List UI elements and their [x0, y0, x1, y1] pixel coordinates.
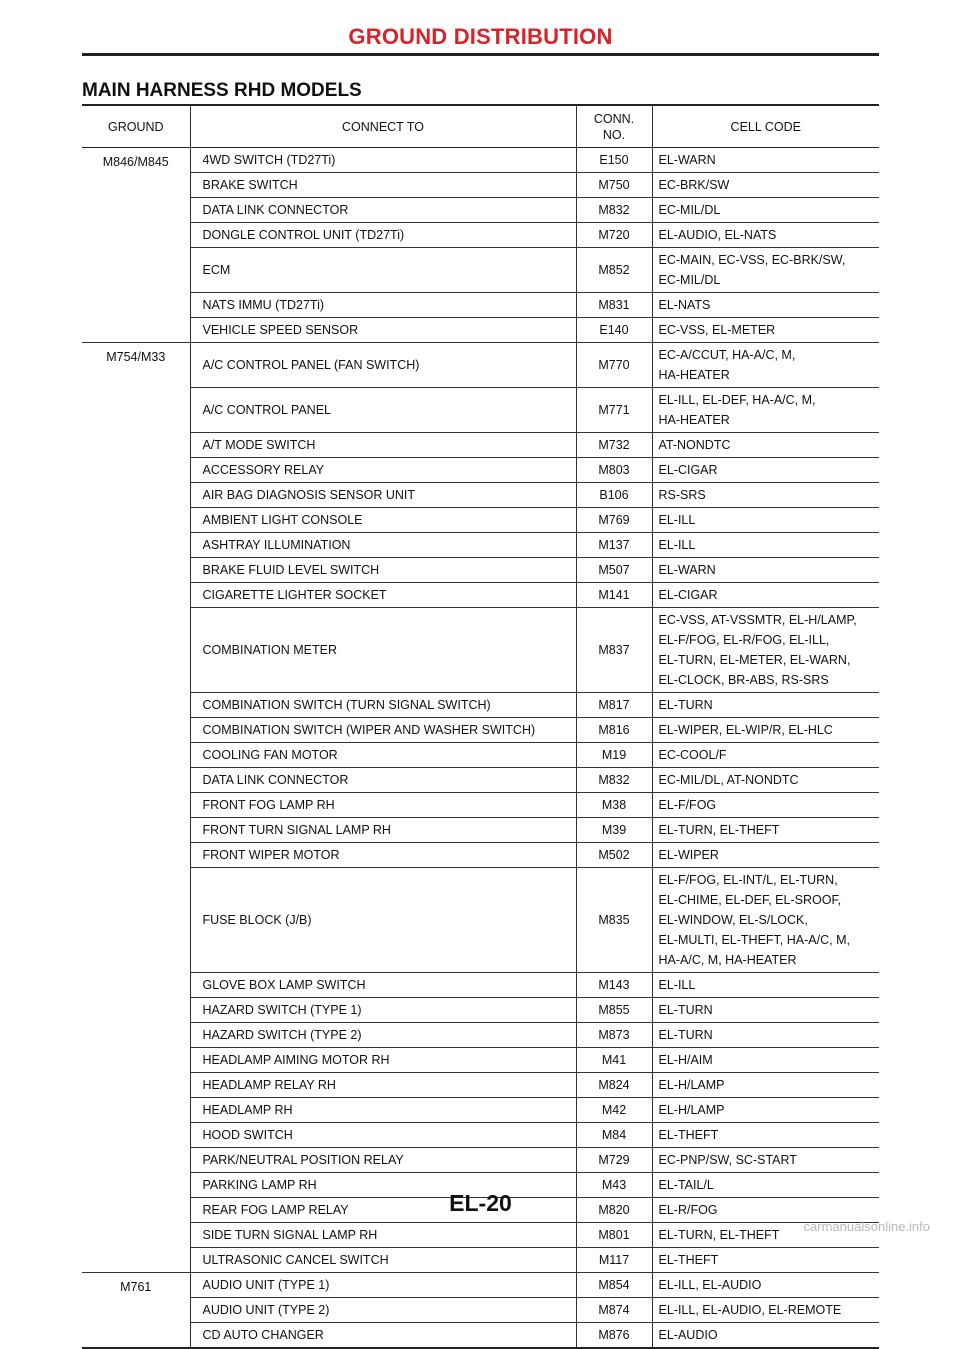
- table-row: [82, 388, 879, 433]
- table-row: [82, 318, 879, 343]
- table-row: [82, 1098, 879, 1123]
- ground-cell: M761: [82, 1273, 190, 1349]
- column-header-cell-code: CELL CODE: [652, 105, 879, 148]
- cell-code-cell: [652, 148, 879, 173]
- cell-code-line: AT-NONDTC: [658, 438, 731, 452]
- conn-no-cell: M43: [576, 1173, 652, 1198]
- table-row: [82, 533, 879, 558]
- cell-code-cell: [652, 388, 879, 433]
- conn-no-cell: M855: [576, 998, 652, 1023]
- cell-code-line: EL-ILL: [658, 978, 696, 992]
- cell-code-cell: [652, 198, 879, 223]
- connect-to-cell: A/C CONTROL PANEL: [190, 388, 576, 433]
- table-row: [82, 248, 879, 293]
- table-row: [82, 1048, 879, 1073]
- cell-code-cell: [652, 973, 879, 998]
- column-header-ground: GROUND: [82, 105, 190, 148]
- cell-code-line: EL-F/FOG, EL-INT/L, EL-TURN,: [658, 873, 838, 887]
- conn-no-cell: M852: [576, 248, 652, 293]
- connect-to-cell: CD AUTO CHANGER: [190, 1323, 576, 1349]
- cell-code-line: EL-TURN: [658, 698, 713, 712]
- cell-code-line: EL-H/AIM: [658, 1053, 713, 1067]
- table-row: [82, 583, 879, 608]
- ground-cell: M754/M33: [82, 343, 190, 1273]
- cell-code-cell: [652, 583, 879, 608]
- table-row: [82, 743, 879, 768]
- conn-no-cell: M820: [576, 1198, 652, 1223]
- cell-code-cell: [652, 1123, 879, 1148]
- connect-to-cell: COMBINATION SWITCH (WIPER AND WASHER SWITCH): [190, 718, 576, 743]
- cell-code-line: EL-ILL: [658, 538, 696, 552]
- cell-code-cell: [652, 248, 879, 293]
- cell-code-line: EL-H/LAMP: [658, 1103, 725, 1117]
- cell-code-cell: [652, 433, 879, 458]
- conn-no-cell: M41: [576, 1048, 652, 1073]
- cell-code-cell: [652, 868, 879, 973]
- table-row: [82, 793, 879, 818]
- table-row: [82, 458, 879, 483]
- cell-code-line: EL-WIPER, EL-WIP/R, EL-HLC: [658, 723, 833, 737]
- connect-to-cell: NATS IMMU (TD27Ti): [190, 293, 576, 318]
- cell-code-line: EL-AUDIO: [658, 1328, 718, 1342]
- header-rule: [82, 53, 879, 56]
- table-row: [82, 1023, 879, 1048]
- cell-code-line: EC-MAIN, EC-VSS, EC-BRK/SW,: [658, 253, 846, 267]
- conn-no-cell: M141: [576, 583, 652, 608]
- conn-no-cell: M837: [576, 608, 652, 693]
- section-title: MAIN HARNESS RHD MODELS: [82, 80, 362, 101]
- connect-to-cell: AUDIO UNIT (TYPE 1): [190, 1273, 576, 1298]
- cell-code-line: EL-H/LAMP: [658, 1078, 725, 1092]
- cell-code-cell: [652, 1023, 879, 1048]
- cell-code-cell: [652, 223, 879, 248]
- conn-no-cell: B106: [576, 483, 652, 508]
- conn-no-cell: M38: [576, 793, 652, 818]
- cell-code-cell: [652, 1323, 879, 1349]
- conn-no-cell: M831: [576, 293, 652, 318]
- table-row: [82, 768, 879, 793]
- conn-no-cell: M816: [576, 718, 652, 743]
- conn-no-cell: M769: [576, 508, 652, 533]
- connect-to-cell: HEADLAMP AIMING MOTOR RH: [190, 1048, 576, 1073]
- cell-code-line: EL-THEFT: [658, 1128, 719, 1142]
- cell-code-cell: [652, 818, 879, 843]
- conn-no-cell: M832: [576, 768, 652, 793]
- connect-to-cell: AMBIENT LIGHT CONSOLE: [190, 508, 576, 533]
- cell-code-line: EC-PNP/SW, SC-START: [658, 1153, 797, 1167]
- conn-no-cell: M732: [576, 433, 652, 458]
- connect-to-cell: COMBINATION SWITCH (TURN SIGNAL SWITCH): [190, 693, 576, 718]
- connect-to-cell: ULTRASONIC CANCEL SWITCH: [190, 1248, 576, 1273]
- cell-code-line: EL-TURN: [658, 1028, 713, 1042]
- table-row: [82, 483, 879, 508]
- cell-code-cell: [652, 558, 879, 583]
- cell-code-line: EL-TAIL/L: [658, 1178, 714, 1192]
- table-row: [82, 343, 879, 388]
- cell-code-line: EL-R/FOG: [658, 1203, 718, 1217]
- connect-to-cell: ASHTRAY ILLUMINATION: [190, 533, 576, 558]
- conn-no-cell: M817: [576, 693, 652, 718]
- conn-no-cell: M874: [576, 1298, 652, 1323]
- connect-to-cell: DONGLE CONTROL UNIT (TD27Ti): [190, 223, 576, 248]
- table-row: [82, 198, 879, 223]
- table-row: [82, 608, 879, 693]
- cell-code-cell: [652, 343, 879, 388]
- conn-no-cell: M137: [576, 533, 652, 558]
- cell-code-cell: [652, 458, 879, 483]
- table-body: [82, 148, 879, 1349]
- cell-code-cell: [652, 1098, 879, 1123]
- conn-no-cell: M729: [576, 1148, 652, 1173]
- table-row: [82, 558, 879, 583]
- cell-code-line: EC-MIL/DL: [658, 203, 721, 217]
- connect-to-cell: ECM: [190, 248, 576, 293]
- conn-no-cell: M84: [576, 1123, 652, 1148]
- cell-code-cell: [652, 1048, 879, 1073]
- cell-code-cell: [652, 998, 879, 1023]
- cell-code-cell: [652, 693, 879, 718]
- conn-no-cell: M19: [576, 743, 652, 768]
- conn-no-cell: M824: [576, 1073, 652, 1098]
- connect-to-cell: HAZARD SWITCH (TYPE 2): [190, 1023, 576, 1048]
- cell-code-line: EL-TURN, EL-THEFT: [658, 1228, 780, 1242]
- connect-to-cell: REAR FOG LAMP RELAY: [190, 1198, 576, 1223]
- cell-code-cell: [652, 793, 879, 818]
- connect-to-cell: AUDIO UNIT (TYPE 2): [190, 1298, 576, 1323]
- cell-code-line: EL-CLOCK, BR-ABS, RS-SRS: [658, 673, 829, 687]
- connect-to-cell: HEADLAMP RELAY RH: [190, 1073, 576, 1098]
- cell-code-line: EL-ILL: [658, 513, 696, 527]
- connect-to-cell: A/T MODE SWITCH: [190, 433, 576, 458]
- conn-no-cell: M143: [576, 973, 652, 998]
- cell-code-line: RS-SRS: [658, 488, 706, 502]
- conn-no-cell: M854: [576, 1273, 652, 1298]
- ground-cell: M846/M845: [82, 148, 190, 343]
- table-row: [82, 693, 879, 718]
- connect-to-cell: COMBINATION METER: [190, 608, 576, 693]
- table-row: [82, 998, 879, 1023]
- table-row: [82, 293, 879, 318]
- cell-code-line: HA-HEATER: [658, 368, 730, 382]
- page-header-title: GROUND DISTRIBUTION: [348, 24, 613, 49]
- connect-to-cell: CIGARETTE LIGHTER SOCKET: [190, 583, 576, 608]
- cell-code-line: EL-MULTI, EL-THEFT, HA-A/C, M,: [658, 933, 850, 947]
- cell-code-cell: [652, 718, 879, 743]
- cell-code-line: EC-BRK/SW: [658, 178, 730, 192]
- watermark: carmanualsonline.info: [803, 1219, 930, 1234]
- page-number: EL-20: [449, 1190, 512, 1216]
- table-header-row: [82, 105, 879, 148]
- table-row: [82, 1123, 879, 1148]
- conn-no-cell: M770: [576, 343, 652, 388]
- cell-code-cell: [652, 173, 879, 198]
- cell-code-line: EL-NATS: [658, 298, 711, 312]
- connect-to-cell: FRONT TURN SIGNAL LAMP RH: [190, 818, 576, 843]
- conn-no-cell: M507: [576, 558, 652, 583]
- table-row: [82, 433, 879, 458]
- conn-no-cell: M771: [576, 388, 652, 433]
- connect-to-cell: PARKING LAMP RH: [190, 1173, 576, 1198]
- column-header-connect-to: CONNECT TO: [190, 105, 576, 148]
- cell-code-cell: [652, 483, 879, 508]
- table-row: [82, 718, 879, 743]
- table-row: [82, 223, 879, 248]
- cell-code-line: EL-TURN, EL-THEFT: [658, 823, 780, 837]
- cell-code-line: EL-AUDIO, EL-NATS: [658, 228, 777, 242]
- cell-code-cell: [652, 743, 879, 768]
- conn-no-cell: M873: [576, 1023, 652, 1048]
- connect-to-cell: SIDE TURN SIGNAL LAMP RH: [190, 1223, 576, 1248]
- connect-to-cell: HOOD SWITCH: [190, 1123, 576, 1148]
- table-row: [82, 868, 879, 973]
- ground-distribution-table: [82, 104, 879, 1349]
- connect-to-cell: A/C CONTROL PANEL (FAN SWITCH): [190, 343, 576, 388]
- conn-no-cell: M502: [576, 843, 652, 868]
- cell-code-cell: [652, 293, 879, 318]
- table-row: [82, 1073, 879, 1098]
- table-row: [82, 173, 879, 198]
- connect-to-cell: HEADLAMP RH: [190, 1098, 576, 1123]
- cell-code-line: EL-WARN: [658, 153, 716, 167]
- table-row: [82, 1148, 879, 1173]
- connect-to-cell: VEHICLE SPEED SENSOR: [190, 318, 576, 343]
- conn-no-cell: M876: [576, 1323, 652, 1349]
- cell-code-cell: [652, 318, 879, 343]
- conn-no-cell: E150: [576, 148, 652, 173]
- table-row: [82, 508, 879, 533]
- conn-no-cell: M801: [576, 1223, 652, 1248]
- cell-code-line: EL-ILL, EL-AUDIO, EL-REMOTE: [658, 1303, 842, 1317]
- connect-to-cell: DATA LINK CONNECTOR: [190, 198, 576, 223]
- connect-to-cell: AIR BAG DIAGNOSIS SENSOR UNIT: [190, 483, 576, 508]
- column-header-conn-no: [576, 105, 652, 148]
- connect-to-cell: BRAKE FLUID LEVEL SWITCH: [190, 558, 576, 583]
- cell-code-line: EL-WINDOW, EL-S/LOCK,: [658, 913, 808, 927]
- conn-no-cell: M42: [576, 1098, 652, 1123]
- cell-code-line: EC-MIL/DL, AT-NONDTC: [658, 773, 799, 787]
- cell-code-line: EL-WIPER: [658, 848, 719, 862]
- cell-code-line: EL-TURN: [658, 1003, 713, 1017]
- conn-no-cell: M39: [576, 818, 652, 843]
- cell-code-line: EL-F/FOG: [658, 798, 717, 812]
- table-row: [82, 1223, 879, 1248]
- cell-code-cell: [652, 533, 879, 558]
- connect-to-cell: HAZARD SWITCH (TYPE 1): [190, 998, 576, 1023]
- table-row: [82, 148, 879, 173]
- conn-no-cell: M835: [576, 868, 652, 973]
- connect-to-cell: BRAKE SWITCH: [190, 173, 576, 198]
- conn-no-cell: M832: [576, 198, 652, 223]
- cell-code-cell: [652, 608, 879, 693]
- table-row: [82, 1298, 879, 1323]
- conn-no-cell: E140: [576, 318, 652, 343]
- connect-to-cell: FUSE BLOCK (J/B): [190, 868, 576, 973]
- connect-to-cell: COOLING FAN MOTOR: [190, 743, 576, 768]
- cell-code-cell: [652, 1298, 879, 1323]
- cell-code-line: EL-CIGAR: [658, 463, 718, 477]
- cell-code-cell: [652, 508, 879, 533]
- connect-to-cell: PARK/NEUTRAL POSITION RELAY: [190, 1148, 576, 1173]
- connect-to-cell: DATA LINK CONNECTOR: [190, 768, 576, 793]
- cell-code-line: EL-TURN, EL-METER, EL-WARN,: [658, 653, 851, 667]
- cell-code-line: EL-ILL, EL-AUDIO: [658, 1278, 762, 1292]
- cell-code-cell: [652, 1248, 879, 1273]
- cell-code-cell: [652, 1148, 879, 1173]
- cell-code-line: EL-WARN: [658, 563, 716, 577]
- table-row: [82, 843, 879, 868]
- cell-code-cell: [652, 768, 879, 793]
- cell-code-line: HA-A/C, M, HA-HEATER: [658, 953, 797, 967]
- cell-code-line: EL-CHIME, EL-DEF, EL-SROOF,: [658, 893, 842, 907]
- page-header: [82, 22, 879, 52]
- table-row: [82, 1273, 879, 1298]
- table-row: [82, 818, 879, 843]
- column-header-conn-no-text: CONN. NO.: [593, 111, 635, 142]
- connect-to-cell: ACCESSORY RELAY: [190, 458, 576, 483]
- cell-code-line: EC-VSS, AT-VSSMTR, EL-H/LAMP,: [658, 613, 857, 627]
- connect-to-cell: 4WD SWITCH (TD27Ti): [190, 148, 576, 173]
- table-row: [82, 1248, 879, 1273]
- cell-code-line: EC-VSS, EL-METER: [658, 323, 776, 337]
- cell-code-line: EL-F/FOG, EL-R/FOG, EL-ILL,: [658, 633, 830, 647]
- cell-code-cell: [652, 843, 879, 868]
- cell-code-line: EC-A/CCUT, HA-A/C, M,: [658, 348, 796, 362]
- connect-to-cell: GLOVE BOX LAMP SWITCH: [190, 973, 576, 998]
- cell-code-line: HA-HEATER: [658, 413, 730, 427]
- conn-no-cell: M720: [576, 223, 652, 248]
- connect-to-cell: FRONT FOG LAMP RH: [190, 793, 576, 818]
- cell-code-line: EC-MIL/DL: [658, 273, 721, 287]
- cell-code-cell: [652, 1273, 879, 1298]
- connect-to-cell: FRONT WIPER MOTOR: [190, 843, 576, 868]
- table-row: [82, 1323, 879, 1349]
- conn-no-cell: M803: [576, 458, 652, 483]
- table-row: [82, 973, 879, 998]
- cell-code-cell: [652, 1073, 879, 1098]
- conn-no-cell: M117: [576, 1248, 652, 1273]
- cell-code-line: EL-CIGAR: [658, 588, 718, 602]
- conn-no-cell: M750: [576, 173, 652, 198]
- cell-code-line: EC-COOL/F: [658, 748, 727, 762]
- cell-code-line: EL-THEFT: [658, 1253, 719, 1267]
- cell-code-line: EL-ILL, EL-DEF, HA-A/C, M,: [658, 393, 816, 407]
